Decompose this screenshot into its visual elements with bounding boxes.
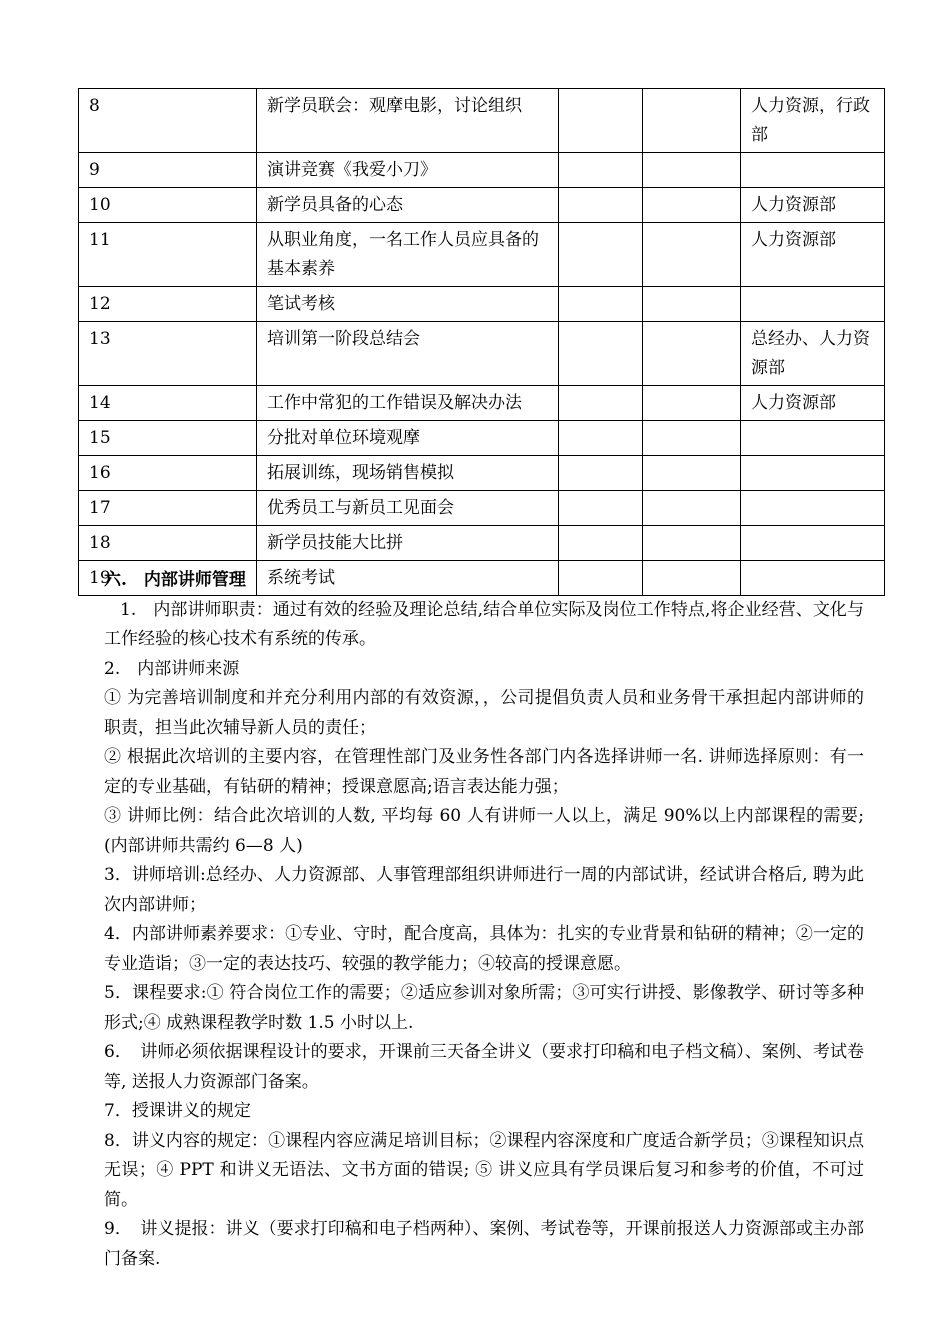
table-row	[79, 421, 885, 456]
row-number-cell: 11	[79, 223, 257, 287]
blank-cell	[643, 456, 741, 491]
row-number-cell: 18	[79, 526, 257, 561]
blank-cell	[643, 526, 741, 561]
blank-cell	[643, 223, 741, 287]
department-cell: 总经办、人力资源部	[741, 322, 885, 386]
course-item-cell: 系统考试	[257, 561, 559, 596]
table-row	[79, 386, 885, 421]
row-number-cell: 13	[79, 322, 257, 386]
blank-cell	[559, 526, 643, 561]
course-item-cell: 分批对单位环境观摩	[257, 421, 559, 456]
department-cell	[741, 421, 885, 456]
row-number-cell: 16	[79, 456, 257, 491]
department-cell	[741, 526, 885, 561]
training-schedule-table	[78, 88, 885, 596]
blank-cell	[559, 287, 643, 322]
table-row	[79, 223, 885, 287]
blank-cell	[643, 491, 741, 526]
table-row	[79, 456, 885, 491]
table-row	[79, 491, 885, 526]
section-heading: 六. 内部讲师管理	[104, 570, 246, 590]
row-number-cell: 12	[79, 287, 257, 322]
row-number-cell: 8	[79, 89, 257, 153]
department-cell: 人力资源部	[741, 386, 885, 421]
course-item-cell: 演讲竞赛《我爱小刀》	[257, 153, 559, 188]
course-item-cell: 工作中常犯的工作错误及解决办法	[257, 386, 559, 421]
department-cell: 人力资源部	[741, 223, 885, 287]
paragraph-8: 8．讲义内容的规定：①课程内容应满足培训目标；②课程内容深度和广度适合新学员；③课程知识点无误；④ PPT 和讲义无语法、文书方面的错误; ⑤ 讲义应具有学员课后复习和参考的价值，不可过简。	[104, 1130, 864, 1210]
table-body	[79, 89, 885, 596]
row-number-cell: 9	[79, 153, 257, 188]
table-row	[79, 188, 885, 223]
blank-cell	[559, 491, 643, 526]
row-number-cell: 14	[79, 386, 257, 421]
blank-cell	[559, 322, 643, 386]
department-cell	[741, 456, 885, 491]
blank-cell	[559, 386, 643, 421]
row-number-cell: 17	[79, 491, 257, 526]
blank-cell	[559, 456, 643, 491]
paragraph-2-c: ③ 讲师比例：结合此次培训的人数, 平均每 60 人有讲师一人以上，满足 90%以上内部课程的需要;(内部讲师共需约 6—8 人)	[104, 806, 864, 856]
blank-cell	[643, 421, 741, 456]
paragraph-5: 5．课程要求:① 符合岗位工作的需要；②适应参训对象所需；③可实行讲授、影像教学、研讨等多种形式;④ 成熟课程教学时数 1.5 小时以上.	[104, 983, 864, 1033]
blank-cell	[559, 188, 643, 223]
blank-cell	[643, 287, 741, 322]
table-row	[79, 153, 885, 188]
blank-cell	[559, 223, 643, 287]
paragraph-1: 1. 内部讲师职责：通过有效的经验及理论总结,结合单位实际及岗位工作特点,将企业经营、文化与工作经验的核心技术有系统的传承。	[104, 599, 864, 649]
course-item-cell: 拓展训练，现场销售模拟	[257, 456, 559, 491]
department-cell	[741, 153, 885, 188]
course-item-cell: 新学员技能大比拼	[257, 526, 559, 561]
row-number-cell: 15	[79, 421, 257, 456]
blank-cell	[643, 188, 741, 223]
paragraph-3: 3．讲师培训:总经办、人力资源部、人事管理部组织讲师进行一周的内部试讲，经试讲合格后, 聘为此次内部讲师；	[104, 865, 864, 915]
paragraph-7: 7．授课讲义的规定	[104, 1101, 251, 1121]
department-cell	[741, 287, 885, 322]
blank-cell	[643, 89, 741, 153]
table-row	[79, 287, 885, 322]
course-item-cell: 优秀员工与新员工见面会	[257, 491, 559, 526]
department-cell: 人力资源，行政部	[741, 89, 885, 153]
paragraph-2: 2. 内部讲师来源	[104, 658, 240, 679]
blank-cell	[559, 153, 643, 188]
course-item-cell: 新学员具备的心态	[257, 188, 559, 223]
blank-cell	[559, 421, 643, 456]
paragraph-4: 4．内部讲师素养要求：①专业、守时，配合度高，具体为：扎实的专业背景和钻研的精神；②一定的专业造诣；③一定的表达技巧、较强的教学能力；④较高的授课意愿。	[104, 924, 864, 974]
course-item-cell: 笔试考核	[257, 287, 559, 322]
blank-cell	[643, 386, 741, 421]
paragraph-6: 6． 讲师必须依据课程设计的要求，开课前三天备全讲义（要求打印稿和电子档文稿）、案例、考试卷等, 送报人力资源部门备案。	[104, 1042, 864, 1092]
course-item-cell: 从职业角度，一名工作人员应具备的基本素养	[257, 223, 559, 287]
table-row	[79, 322, 885, 386]
paragraph-2-a: ① 为完善培训制度和并充分利用内部的有效资源，，公司提倡负责人员和业务骨干承担起内部讲师的职责，担当此次辅导新人员的责任；	[104, 688, 864, 738]
course-item-cell: 新学员联会：观摩电影，讨论组织	[257, 89, 559, 153]
blank-cell	[643, 153, 741, 188]
blank-cell	[643, 322, 741, 386]
blank-cell	[559, 89, 643, 153]
row-number-cell: 19	[79, 561, 257, 596]
paragraph-2-b: ② 根据此次培训的主要内容，在管理性部门及业务性各部门内各选择讲师一名. 讲师选择原则：有一定的专业基础，有钻研的精神；授课意愿高;语言表达能力强；	[104, 747, 864, 797]
row-number-cell: 10	[79, 188, 257, 223]
course-item-cell: 培训第一阶段总结会	[257, 322, 559, 386]
department-cell	[741, 491, 885, 526]
department-cell: 人力资源部	[741, 188, 885, 223]
table-row	[79, 89, 885, 153]
paragraph-9: 9． 讲义提报：讲义（要求打印稿和电子档两种）、案例、考试卷等，开课前报送人力资源部或主办部门备案.	[104, 1219, 864, 1269]
lecturer-management-section	[104, 566, 864, 1274]
table-row	[79, 526, 885, 561]
